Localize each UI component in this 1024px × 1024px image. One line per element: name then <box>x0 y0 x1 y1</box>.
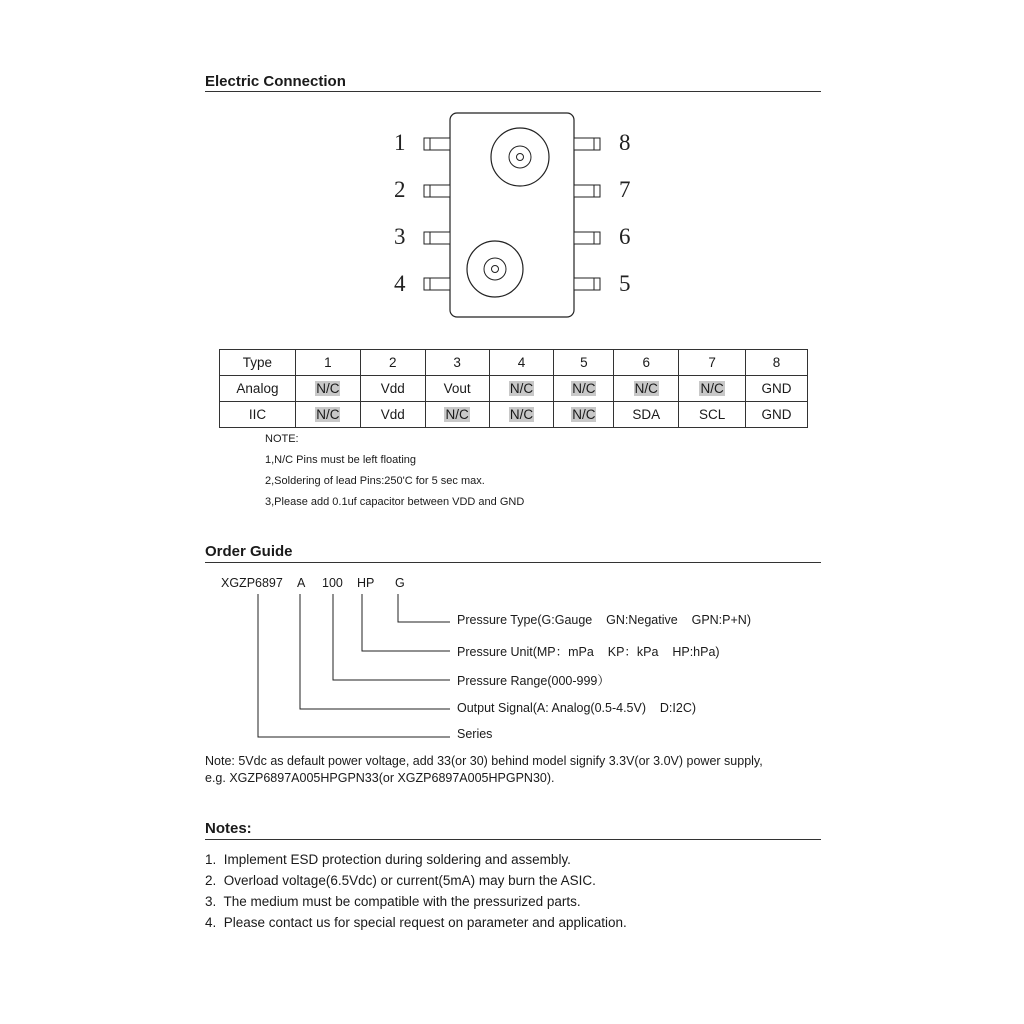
table-header-cell: 4 <box>489 350 554 376</box>
table-cell: Vdd <box>360 376 425 402</box>
nc-value: N/C <box>445 407 469 422</box>
table-cell: SDA <box>614 402 679 428</box>
leader-line-type <box>398 594 450 622</box>
order-guide-title: Order Guide <box>205 543 293 560</box>
table-header-cell: 1 <box>295 350 360 376</box>
notes-item: 3. The medium must be compatible with the pressurized parts. <box>205 894 581 909</box>
notes-item: 2. Overload voltage(6.5Vdc) or current(5mA) may burn the ASIC. <box>205 873 596 888</box>
leader-line-range <box>333 594 450 680</box>
notes-item: 1. Implement ESD protection during soldering and assembly. <box>205 852 571 867</box>
table-note-line: 3,Please add 0.1uf capacitor between VDD and GND <box>265 496 525 508</box>
order-desc-output: Output Signal(A: Analog(0.5-4.5V) D:I2C) <box>457 701 697 715</box>
table-header-cell: 2 <box>360 350 425 376</box>
nc-value: N/C <box>634 381 658 396</box>
nc-value: N/C <box>509 407 534 422</box>
table-cell: Vout <box>425 376 489 402</box>
code-part-output: A <box>297 576 306 590</box>
pin-label-2: 2 <box>394 177 406 202</box>
table-header-cell: 8 <box>746 350 808 376</box>
code-part-series: XGZP6897 <box>221 576 283 590</box>
nc-value: N/C <box>572 381 596 396</box>
order-desc-range: Pressure Range(000-999） <box>457 674 610 688</box>
pin-label-8: 8 <box>619 130 631 155</box>
table-note-line: 1,N/C Pins must be left floating <box>265 454 417 466</box>
electric-connection-title: Electric Connection <box>205 73 346 90</box>
order-desc-series: Series <box>457 727 493 741</box>
nc-value: N/C <box>700 381 724 396</box>
code-part-unit: HP <box>357 576 375 590</box>
section-divider <box>205 839 821 840</box>
pin-label-4: 4 <box>394 271 406 296</box>
nc-value: N/C <box>572 407 596 422</box>
notes-title: Notes: <box>205 820 252 837</box>
pin-label-7: 7 <box>619 177 631 202</box>
table-header-cell: 5 <box>554 350 614 376</box>
order-desc-unit: Pressure Unit(MP：mPa KP：kPa HP:hPa) <box>457 645 720 659</box>
table-note-heading: NOTE: <box>265 433 299 445</box>
pin-label-1: 1 <box>394 130 406 155</box>
nc-value: N/C <box>316 381 340 396</box>
pin-label-5: 5 <box>619 271 631 296</box>
order-note-line2: e.g. XGZP6897A005HPGPN33(or XGZP6897A005HPGPN30). <box>205 771 555 785</box>
table-cell: IIC <box>220 402 296 428</box>
table-cell: GND <box>746 402 808 428</box>
table-header-cell: 6 <box>614 350 679 376</box>
leader-line-series <box>258 594 450 737</box>
table-header-cell: 7 <box>679 350 746 376</box>
table-header-cell: 3 <box>425 350 489 376</box>
code-part-range: 100 <box>322 576 343 590</box>
nc-value: N/C <box>509 381 534 396</box>
table-cell: Vdd <box>360 402 425 428</box>
table-cell: SCL <box>679 402 746 428</box>
order-desc-type: Pressure Type(G:Gauge GN:Negative GPN:P+N) <box>457 613 751 627</box>
pin-label-3: 3 <box>394 224 406 249</box>
table-cell: GND <box>746 376 808 402</box>
table-header-cell: Type <box>220 350 296 376</box>
table-note-line: 2,Soldering of lead Pins:250'C for 5 sec max. <box>265 475 485 487</box>
table-cell: Analog <box>220 376 296 402</box>
code-part-type: G <box>395 576 405 590</box>
order-note-line1: Note: 5Vdc as default power voltage, add 33(or 30) behind model signify 3.3V(or 3.0V) power supply, <box>205 754 763 768</box>
nc-value: N/C <box>316 407 340 422</box>
notes-item: 4. Please contact us for special request on parameter and application. <box>205 915 627 930</box>
pin-label-6: 6 <box>619 224 631 249</box>
